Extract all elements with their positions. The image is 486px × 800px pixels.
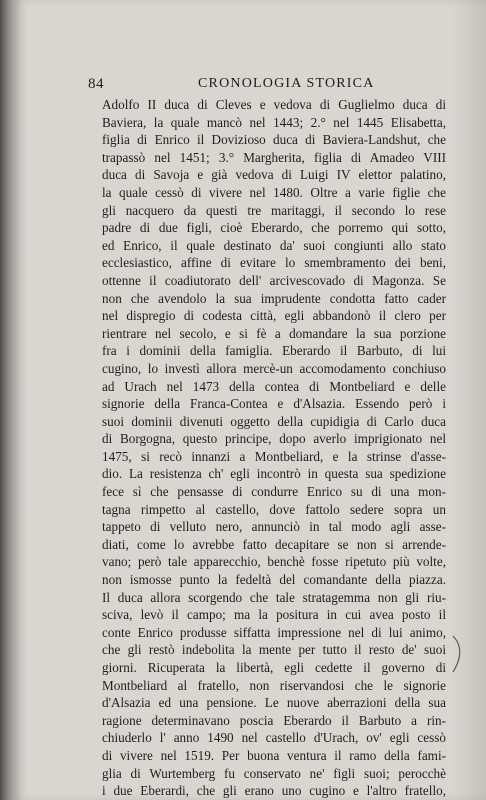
text-line: padre di due figli, cioè Eberardo, che porremo qui sotto, [102,220,446,236]
text-line: ad Urach nel 1473 della contea di Montbeliard e delle [102,378,446,394]
text-line: cugino, lo investì allora mercè-un accomodamento conchiuso [102,360,446,376]
text-line: di vivere nel 1519. Per buona ventura il ramo della fami- [102,747,446,763]
text-line: figlia di Enrico il Dovizioso duca di Baviera-Landshut, che [102,132,446,148]
page-header [88,76,422,96]
text-line: tappeto di velluto nero, annunciò in tal modo agli asse- [102,519,446,535]
text-line: duca di Savoja e già vedova di Luigi IV elettor palatino, [102,167,446,183]
text-line: ecclesiastico, affine di evitare lo smembramento dei beni, [102,255,446,271]
text-line: di Borgogna, questo principe, dopo averlo imprigionato nel [102,431,446,447]
text-line: che gli restò indebolita la mente per tutto il resto de' suoi [102,642,446,658]
text-line: Montbeliard al fratello, non riservandosi che le signorie [102,677,446,693]
text-line: ed Enrico, il quale destinato da' suoi congiunti allo stato [102,237,446,253]
text-line: vano; però tale apparecchio, benchè fosse ripetuto più volte, [102,554,446,570]
text-line: diati, come lo avrebbe fatto decapitare se non si arrende- [102,536,446,552]
text-line: fra i dominii della famiglia. Eberardo il Barbuto, di lui [102,343,446,359]
text-line: gli nacquero da questi tre maritaggi, il secondo lo rese [102,202,446,218]
page-number: 84 [88,76,104,92]
text-line: giorni. Ricuperata la libertà, egli cedette il governo di [102,660,446,675]
text-line: nel dispregio di codesta città, egli abbandonò il clero per [102,308,446,324]
text-line: rientrare nel secolo, e si fè a domandare la sua porzione [102,325,446,341]
text-line: chiuderlo l' anno 1490 nel castello d'Urach, ov' egli cessò [102,730,446,746]
text-line: ottenne il coadiutorato dell' arcivescovado di Magonza. Se [102,272,446,288]
text-line: 1475, si recò innanzi a Montbeliard, e la strinse d'asse- [102,448,446,464]
text-line: non che avendolo la sua imprudente condotta fatto cader [102,290,446,306]
text-line: conte Enrico produsse siffatta impressione nel di lui animo, [102,624,446,640]
text-line: suoi dominii divenuti oggetto della cupidigia di Carlo duca [102,413,446,429]
text-line: Il duca allora scorgendo che tale stratagemma non gli riu- [102,589,446,605]
text-line: Baviera, la quale mancò nel 1443; 2.° nel 1445 Elisabetta, [102,114,446,130]
text-line: la quale cessò di vivere nel 1480. Oltre a varie figlie che [102,184,446,200]
running-head-title: CRONOLOGIA STORICA [198,76,375,91]
pencil-mark-icon [447,634,469,674]
text-line: dio. La resistenza ch' egli incontrò in questa sua spedizione [102,466,446,482]
text-line: sciva, levò il campo; ma la positura in cui avea posto il [102,607,446,623]
text-line: i due Eberardi, che gli erano uno cugino e l'altro fratello, [102,783,446,799]
text-line: glia di Wurtemberg fu conservato ne' figli suoi; perocchè [102,765,446,781]
text-line: Adolfo II duca di Cleves e vedova di Guglielmo duca di [102,97,446,112]
text-line: tagna rimpetto al castello, dove fattolo sedere sopra un [102,501,446,517]
text-line: trapassò nel 1451; 3.° Margherita, figlia di Amadeo VIII [102,149,446,165]
text-line: fece sì che pensasse di condurre Enrico su di una mon- [102,484,446,500]
text-line: d'Alsazia ed una pensione. Le nuove aberrazioni della sua [102,695,446,711]
page-edge-stain [452,0,486,800]
text-line: signorie della Franca-Contea e d'Alsazia. Essendo però i [102,396,446,412]
body-text [102,96,446,800]
text-line: ragione determinavano poscia Eberardo il Barbuto a rin- [102,712,446,728]
text-line: non ismosse punto la fedeltà del comandante della piazza. [102,572,446,588]
